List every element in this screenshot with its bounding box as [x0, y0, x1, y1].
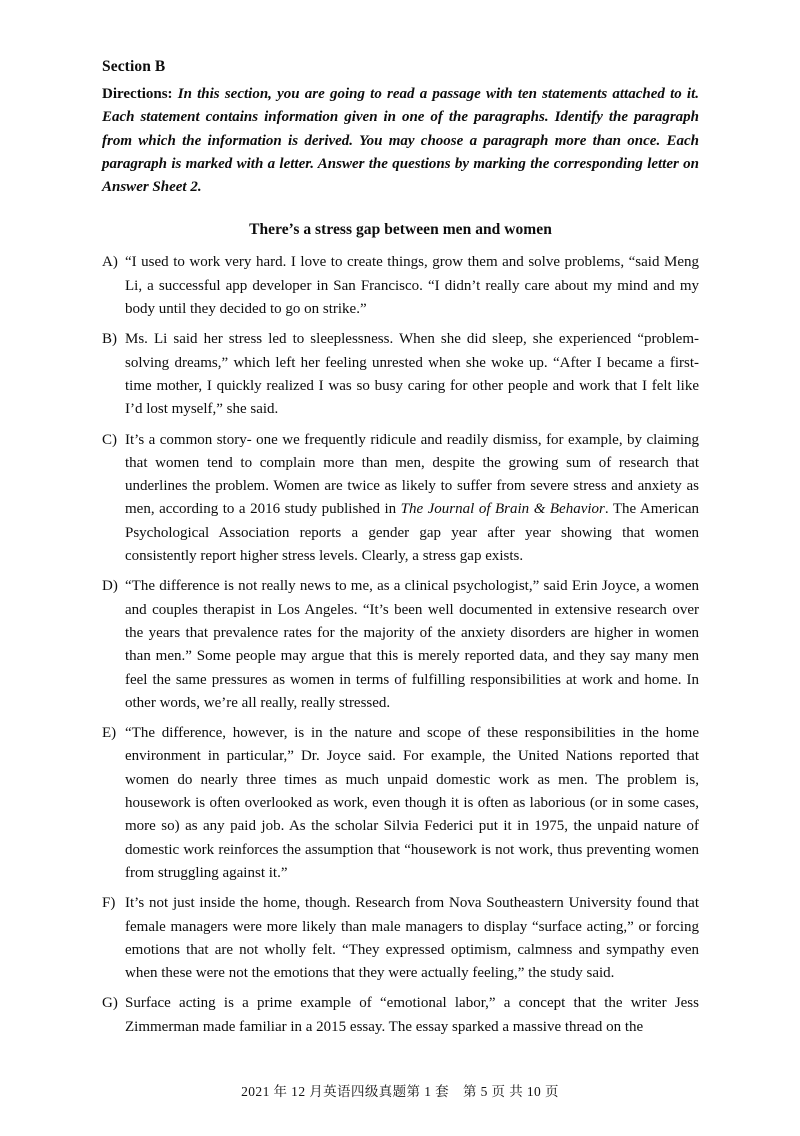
- paragraph-text-e: “The difference, however, is in the nature and scope of these responsibilities in the home environment in particular,” Dr. Joyce said. For example, the United Nations reported that women do nearly three times as much unpaid domestic work as men. The problem is, housework is often overlooked as work, even though it is often as laborious (or in some cases, more so) as any paid job. As the scholar Silvia Federici put it in 1975, the unpaid nature of domestic work reinforces the assumption that “housework is not work, thus preventing women from struggling against it.”: [125, 725, 699, 881]
- paragraph-text-f: It’s not just inside the home, though. Research from Nova Southeastern University found that female managers were more likely than male managers to display “surface acting,” or forcing emotions that are not wholly felt. “They expressed optimism, calmness and sympathy even when these were not the emotions that they were actually feeling,” the study said.: [125, 895, 699, 982]
- directions-body: In this section, you are going to read a passage with ten statements attached to it. Each statement contains information given in one of the paragraphs. Identify the paragraph from which the information is derived. You may choose a paragraph more than once. Each paragraph is marked with a letter. Answer the questions by marking the corresponding letter on: [102, 86, 700, 172]
- passage-paragraph-g: [102, 992, 699, 1039]
- paragraph-label-a: A): [102, 254, 118, 271]
- passage-title: There’s a stress gap between men and women: [249, 221, 552, 239]
- paragraph-text-c: [125, 429, 699, 569]
- paragraph-text-d: “The difference is not really news to me, as a clinical psychologist,” said Erin Joyce, a women and couples therapist in Los Angeles. “It’s been well documented in extensive research over the years that prevalence rates for the majority of the anxiety disorders are higher in women than men.” Some people may argue that this is merely reported data, and they say many men feel the same pressures as women in terms of fulfilling responsibilities at work and home. In other words, we’re all really, really stressed.: [125, 578, 699, 711]
- paragraph-label-b: B): [102, 331, 117, 348]
- paragraph-text-a: “I used to work very hard. I love to create things, grow them and solve problems, “said Meng Li, a successful app developer in San Francisco. “I didn’t really care about my mind and my body until they decided to go on strike.”: [125, 254, 699, 318]
- journal-title-italic: The Journal of Brain & Behavior: [400, 501, 605, 518]
- paragraph-label-f: F): [102, 895, 116, 912]
- passage-paragraph-c: [102, 429, 699, 569]
- paragraph-label-e: E): [102, 725, 117, 742]
- answer-sheet-reference: Answer Sheet 2.: [102, 179, 202, 196]
- passage-paragraph-d: [102, 575, 699, 715]
- passage-paragraph-a: [102, 251, 699, 321]
- paragraph-c-text-after-italic: . The American Psychological Association reports a gender gap year after year showing that women consistently report higher stress levels. Clearly, a stress gap exists.: [125, 501, 699, 565]
- page-footer: 2021 年 12 月英语四级真题第 1 套 第 5 页 共 10 页: [241, 1084, 559, 1099]
- section-heading: Section B: [102, 58, 166, 75]
- paragraph-text-b: Ms. Li said her stress led to sleeplessness. When she did sleep, she experienced “problem-solving dreams,” which left her feeling unrested when she woke up. “After I became a first-time mother, I quickly realized I was so busy caring for other people and work that I felt like I’d lost myself,” she said.: [125, 331, 699, 418]
- passage-paragraph-b: [102, 328, 699, 421]
- paragraph-c-text-before-italic: It’s a common story- one we frequently ridicule and readily dismiss, for example, by claiming that women tend to complain more than men, despite the growing sum of research that underlines the problem. Women are twice as likely to suffer from severe stress and anxiety as men, according to a 2016 study published in: [125, 431, 699, 518]
- directions-block: [102, 83, 699, 199]
- directions-label: Directions:: [102, 86, 173, 102]
- paragraph-label-g: G): [102, 995, 118, 1012]
- passage-paragraph-f: [102, 892, 699, 985]
- paragraph-label-c: C): [102, 431, 117, 448]
- paragraph-label-d: D): [102, 578, 118, 595]
- paragraph-text-g: Surface acting is a prime example of “emotional labor,” a concept that the writer Jess Zimmerman made familiar in a 2015 essay. The essay sparked a massive thread on the: [125, 995, 699, 1035]
- page-content: [102, 56, 699, 1039]
- passage-paragraph-e: [102, 722, 699, 885]
